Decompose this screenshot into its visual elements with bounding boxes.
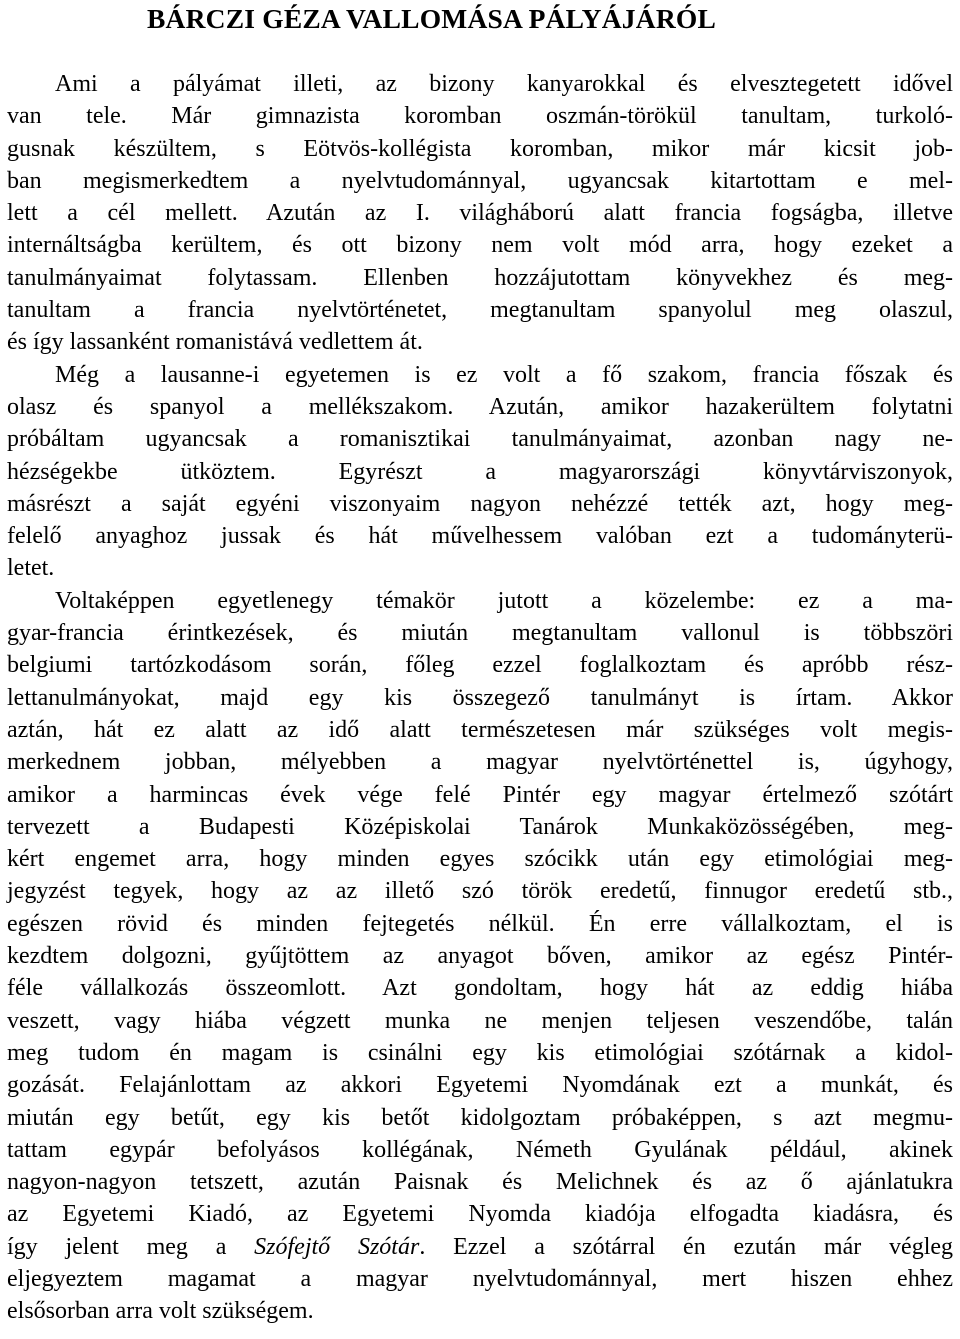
text-line: lettanulmányokat, majd egy kis összegező tanulmányt is írtam. Akkor [7, 684, 953, 711]
text-line: próbáltam ugyancsak a romanisztikai tanulmányaimat, azonban nagy ne- [7, 426, 953, 453]
text-line [7, 1231, 953, 1263]
text-line: olasz és spanyol a mellékszakom. Azután, amikor hazakerültem folytatni [7, 393, 953, 420]
text-line: és így lassanként romanistává vedlettem át. [7, 329, 423, 356]
text-line: eljegyeztem magamat a magyar nyelvtudománnyal, mert hiszen ehhez [7, 1265, 953, 1292]
text-line: elsősorban arra volt szükségem. [7, 1298, 314, 1325]
text-line: internáltságba kerültem, és ott bizony nem volt mód arra, hogy ezeket a [7, 232, 953, 259]
text-line: tanultam a francia nyelvtörténetet, megtanultam spanyolul meg olaszul, [7, 297, 953, 324]
text-line: kezdtem dolgozni, gyűjtöttem az anyagot bőven, amikor az egész Pintér- [7, 943, 953, 970]
text-line: belgiumi tartózkodásom során, főleg ezzel foglalkoztam és apróbb rész- [7, 652, 953, 679]
document-body [7, 68, 953, 1328]
text-line: veszett, vagy hiába végzett munka ne menjen teljesen veszendőbe, talán [7, 1007, 953, 1034]
text-line: Még a lausanne-i egyetemen is ez volt a fő szakom, francia főszak és [55, 361, 953, 388]
text-line: gusnak készültem, s Eötvös-kollégista koromban, mikor már kicsit job- [7, 135, 953, 162]
text-segment: . Ezzel a szótárral én ezután már végleg [419, 1233, 954, 1260]
text-line: féle vállalkozás összeomlott. Azt gondoltam, hogy hát az eddig hiába [7, 975, 953, 1002]
text-line: gyar-francia érintkezések, és miután megtanultam vallonul is többszöri [7, 620, 953, 647]
text-line: Ami a pályámat illeti, az bizony kanyarokkal és elvesztegetett idővel [55, 71, 953, 97]
text-line: merkednem jobban, mélyebben a magyar nyelvtörténettel is, úgyhogy, [7, 749, 953, 776]
text-line: meg tudom én magam is csinálni egy kis etimológiai szótárnak a kidol- [7, 1039, 953, 1066]
text-line: Voltaképpen egyetlenegy témakör jutott a közelembe: ez a ma- [55, 587, 953, 614]
text-line: hézségekbe ütköztem. Egyrészt a magyarországi könyvtárviszonyok, [7, 458, 953, 485]
text-line: az Egyetemi Kiadó, az Egyetemi Nyomda kiadója elfogadta kiadásra, és [7, 1201, 953, 1228]
text-line: gozását. Felajánlottam az akkori Egyetemi Nyomdának ezt a munkát, és [7, 1072, 953, 1099]
document-page [7, 0, 953, 1328]
document-title: BÁRCZI GÉZA VALLOMÁSA PÁLYÁJÁRÓL [147, 3, 717, 34]
text-line: tervezett a Budapesti Középiskolai Tanárok Munkaközösségében, meg- [7, 813, 953, 840]
text-line: letet. [7, 555, 55, 582]
text-line: felelő anyaghoz jussak és hát művelhessem valóban ezt a tudományterü- [7, 523, 953, 550]
text-line: lett a cél mellett. Azután az I. világháború alatt francia fogságba, illetve [7, 200, 953, 227]
book-title: Szófejtő Szótár [254, 1233, 420, 1260]
text-line: jegyzést tegyek, hogy az az illető szó török eredetű, finnugor eredetű stb., [7, 878, 953, 905]
text-line: ban megismerkedtem a nyelvtudománnyal, ugyancsak kitartottam e mel- [7, 167, 953, 194]
text-segment: így jelent meg a [7, 1233, 255, 1260]
text-line: miután egy betűt, egy kis betőt kidolgoztam próbaképpen, s azt megmu- [7, 1104, 953, 1131]
text-line: van tele. Már gimnazista koromban oszmán-törökül tanultam, turkoló- [7, 103, 953, 130]
text-line: kért engemet arra, hogy minden egyes szócikk után egy etimológiai meg- [7, 846, 953, 873]
text-line: amikor a harmincas évek vége felé Pintér egy magyar értelmező szótárt [7, 781, 953, 808]
text-line: tanulmányaimat folytassam. Ellenben hozzájutottam könyvekhez és meg- [7, 264, 953, 291]
text-line: nagyon-nagyon tetszett, azután Paisnak és Melichnek és az ő ajánlatukra [7, 1169, 953, 1196]
text-line: másrészt a saját egyéni viszonyaim nagyon nehézzé tették azt, hogy meg- [7, 490, 953, 517]
text-line: egészen rövid és minden fejtegetés nélkül. Én erre vállalkoztam, el is [7, 910, 953, 937]
text-line: aztán, hát ez alatt az idő alatt természetesen már szükséges volt megis- [7, 716, 953, 743]
text-line: tattam egypár befolyásos kollégának, Németh Gyulának például, akinek [7, 1136, 953, 1163]
